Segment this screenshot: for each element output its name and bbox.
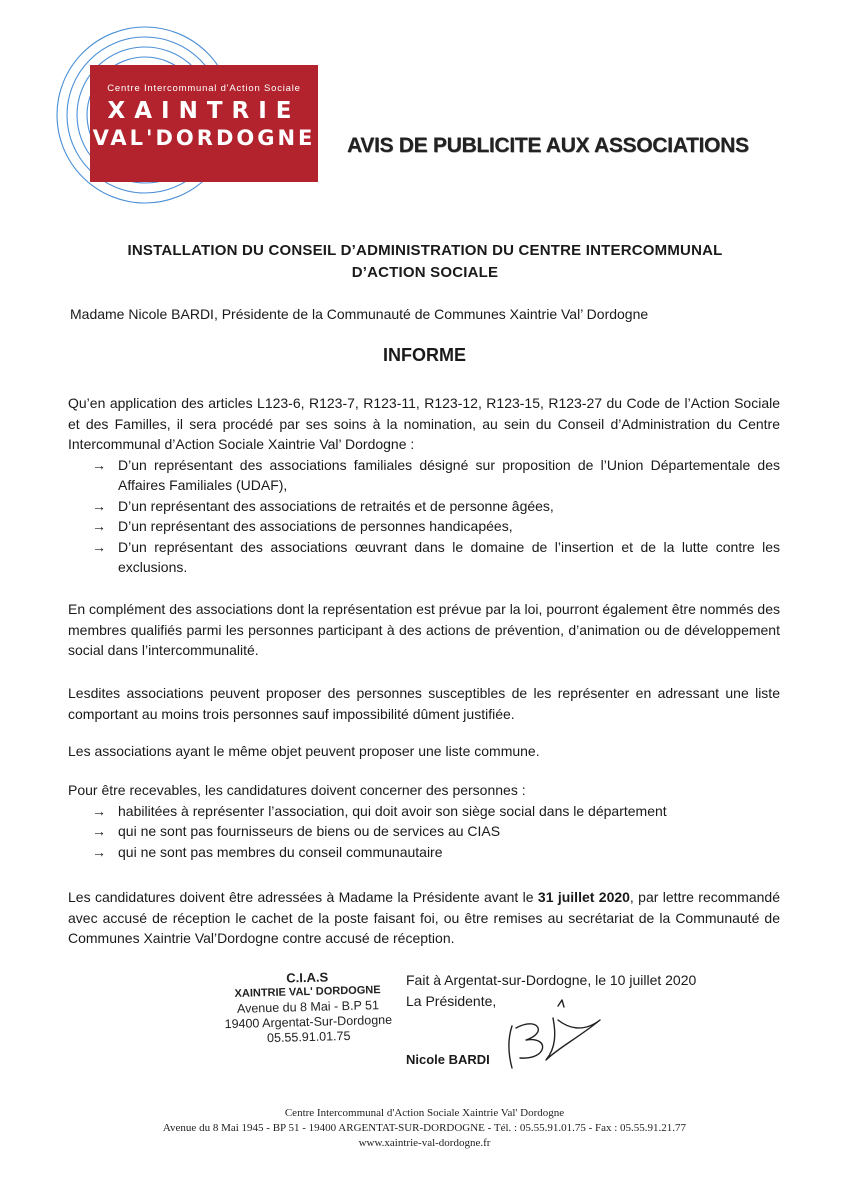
logo-line1: XAINTRIE [107, 98, 301, 124]
paragraph-lesdites: Lesdites associations peuvent proposer des personnes susceptibles de les représenter en adressant une liste comportant au moins trois personnes sauf impossibilité dûment justifiée. [68, 685, 780, 722]
arrow-icon: → [92, 538, 106, 555]
subtitle-line1: INSTALLATION DU CONSEIL D’ADMINISTRATION DU CENTRE INTERCOMMUNAL [127, 242, 723, 259]
list-item: → D’un représentant des associations œuvrant dans le domaine de l’insertion et de la lutte contre les exclusions. [92, 538, 780, 575]
list-item: → qui ne sont pas fournisseurs de biens ou de services au CIAS [68, 821, 780, 842]
footer-line1: Centre Intercommunal d'Action Sociale Xaintrie Val' Dordogne [284, 1107, 565, 1119]
paragraph1-text: Qu’en application des articles L123-6, R123-7, R123-11, R123-12, R123-15, R123-27 du Code de l’Action Sociale et des Familles, il sera procédé par ses soins à la nomination, au sein du Conseil d’Administration du Centre Intercommunal d’Action Sociale Xaintrie Val’ Dordogne : [68, 395, 780, 452]
paragraph-complement: En complément des associations dont la représentation est prévue par la loi, pourront également être nommés des membres qualifiés parmi les personnes participant à des actions de prévention, d’animation ou de développement social dans l’intercommunalité. [68, 601, 780, 658]
logo-box [90, 65, 318, 182]
list-item: → D’un représentant des associations familiales désigné sur proposition de l’Union Départementale des Affaires Familiales (UDAF), [92, 456, 780, 493]
subtitle-line2: D’ACTION SOCIALE [351, 264, 499, 281]
list-item: → habilitées à représenter l’association, qui doit avoir son siège social dans le département [68, 801, 780, 822]
arrow-icon: → [92, 518, 106, 534]
informe-heading: INFORME [383, 345, 466, 365]
signatory-name: Nicole BARDI [406, 1052, 490, 1067]
paragraph5-text: Pour être recevables, les candidatures doivent concerner des personnes : [68, 782, 526, 798]
stamp-line1: C.I.A.S [286, 969, 329, 986]
paragraph-deadline: Les candidatures doivent être adressées à Madame la Présidente avant le 31 juillet 2020, par lettre recommandé avec accusé de réception le cachet de la poste faisant foi, ou être remises au secrétariat de la Communauté de Communes Xaintrie Val’Dordogne contre accusé de réception. [68, 889, 780, 946]
arrow-icon: → [92, 823, 106, 839]
document-subtitle [60, 240, 790, 284]
list-item: → D’un représentant des associations de personnes handicapées, [68, 516, 780, 537]
arrow-icon: → [92, 843, 106, 860]
footer-website: www.xaintrie-val-dordogne.fr [358, 1137, 491, 1149]
logo-line2: VAL'DORDOGNE [92, 126, 316, 150]
arrow-icon: → [92, 497, 106, 514]
stamp-line3: Avenue du 8 Mai - B.P 51 [236, 998, 380, 1016]
stamp-line4: 19400 Argentat-Sur-Dordogne [224, 1012, 393, 1032]
arrow-icon: → [92, 456, 106, 473]
list-item: → D’un représentant des associations de retraités et de personne âgées, [68, 496, 780, 517]
footer-line2: Avenue du 8 Mai 1945 - BP 51 - 19400 ARGENTAT-SUR-DORDOGNE - Tél. : 05.55.91.01.75 - Fax : 05.55.91.21.77 [162, 1122, 687, 1134]
arrow-icon: → [92, 802, 106, 819]
stamp-line5: 05.55.91.01.75 [266, 1028, 351, 1046]
place-date: Fait à Argentat-sur-Dordogne, le 10 juillet 2020 [406, 972, 697, 988]
handwritten-signature [498, 998, 608, 1078]
intro-line: Madame Nicole BARDI, Présidente de la Communauté de Communes Xaintrie Val’ Dordogne [70, 306, 649, 322]
stamp-line2: XAINTRIE VAL' DORDOGNE [234, 984, 381, 1000]
deadline-date: 31 juillet 2020 [537, 889, 630, 905]
cias-stamp [217, 968, 399, 1048]
paragraph-recevables [68, 780, 780, 862]
logo-subtitle: Centre Intercommunal d'Action Sociale [107, 83, 301, 94]
cias-logo [50, 20, 320, 210]
page-footer [0, 1106, 849, 1151]
representatives-list [68, 455, 780, 578]
paragraph-application [68, 393, 780, 578]
list-item: → qui ne sont pas membres du conseil communautaire [68, 842, 780, 863]
signatory-role: La Présidente, [406, 993, 497, 1009]
conditions-list [68, 801, 780, 863]
main-title: AVIS DE PUBLICITE AUX ASSOCIATIONS [347, 134, 749, 157]
paragraph-liste-commune: Les associations ayant le même objet peuvent proposer une liste commune. [68, 743, 540, 759]
